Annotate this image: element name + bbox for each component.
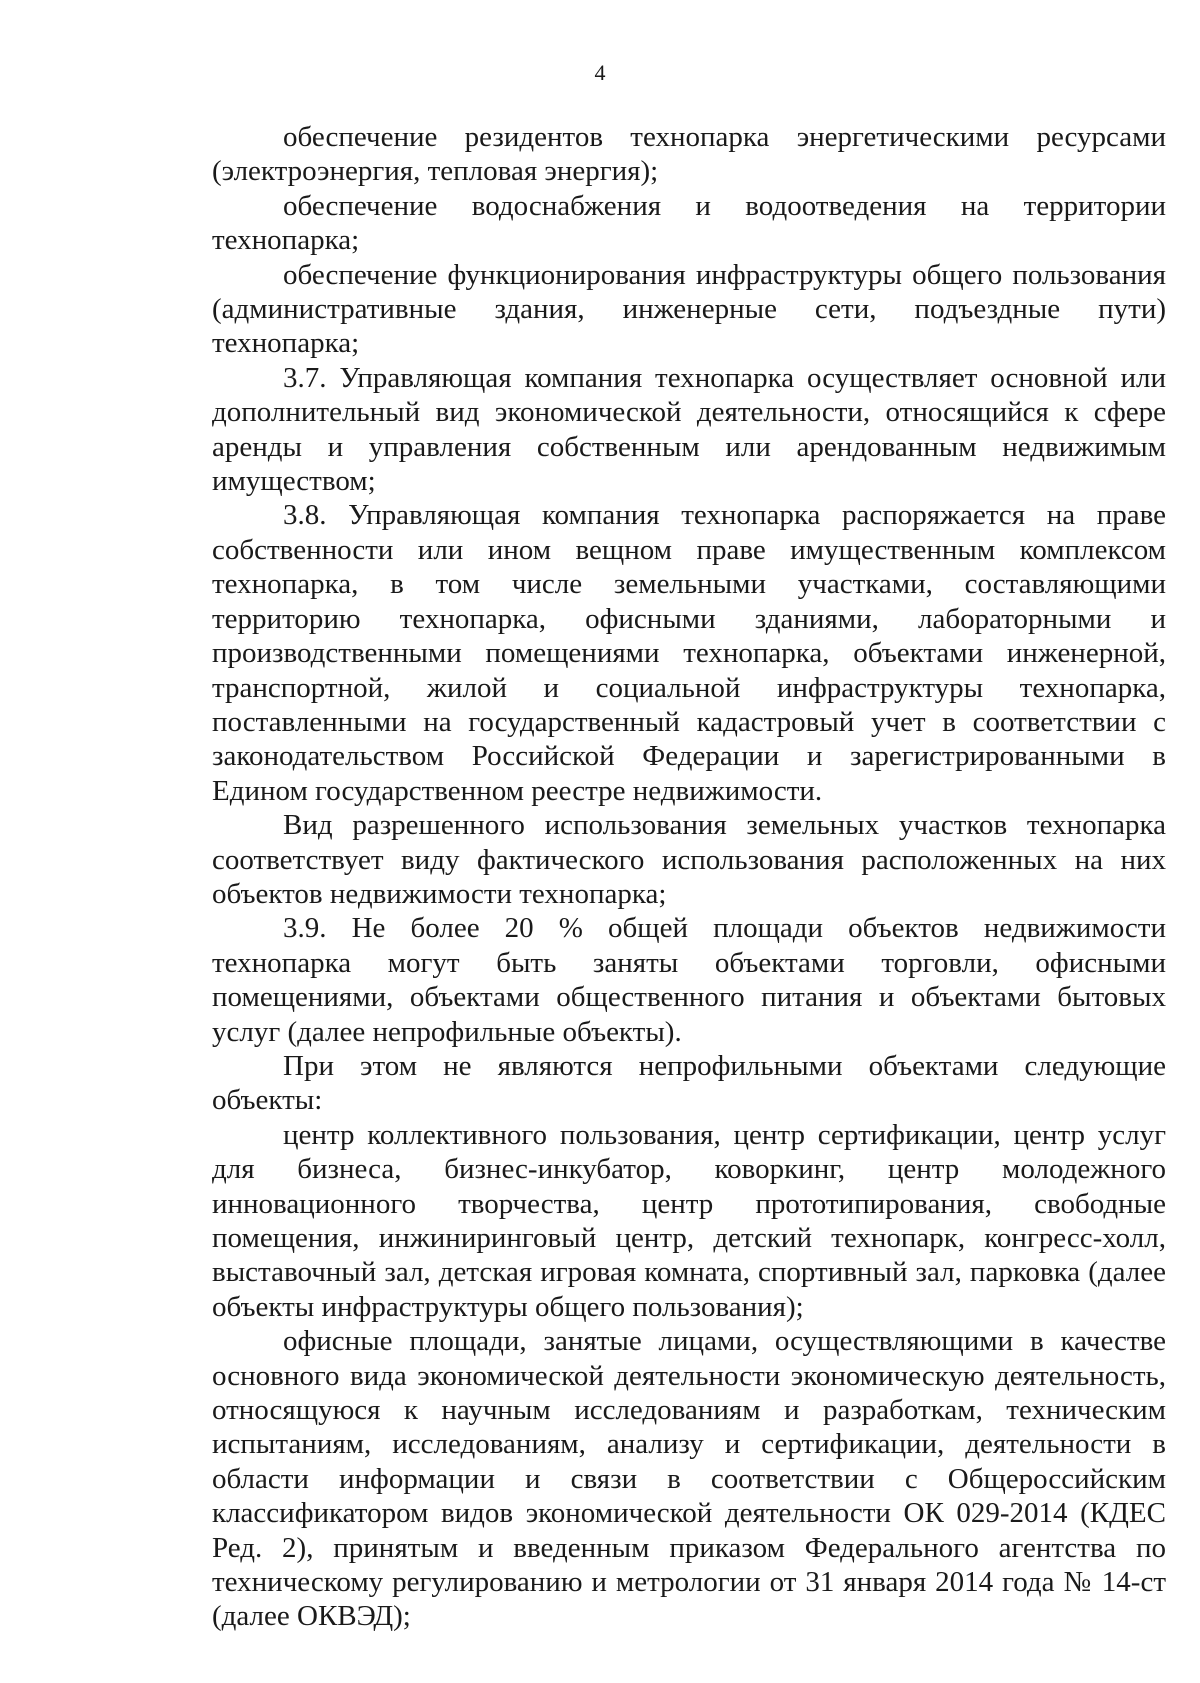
paragraph-energy-supply: обеспечение резидентов технопарка энергетическими ресурсами (электроэнергия, тепловая энергия);: [212, 121, 1166, 188]
page-number: 4: [594, 60, 606, 85]
paragraph-water-supply: обеспечение водоснабжения и водоотведения на территории технопарка;: [212, 189, 1166, 257]
paragraph-land-use: Вид разрешенного использования земельных участков технопарка соответствует виду фактического использования расположенных на них объектов недвижимости технопарка;: [212, 809, 1166, 910]
document-body: [212, 120, 1166, 1634]
paragraph-3-7: 3.7. Управляющая компания технопарка осуществляет основной или дополнительный вид экономической деятельности, относящийся к сфере аренды и управления собственным или арендованным недвижимым имуществом;: [212, 361, 1166, 498]
paragraph-exceptions-intro: При этом не являются непрофильными объектами следующие объекты:: [212, 1049, 1166, 1117]
paragraph-3-8: 3.8. Управляющая компания технопарка распоряжается на праве собственности или ином вещном праве имущественным комплексом технопарка, в том числе земельными участками, составляющими территорию технопарка, офисными зданиями, лабораторными и производственными помещениями технопарка, объектами инженерной, транспортной, жилой и социальной инфраструктуры технопарка, поставленными на государственный кадастровый учет в соответствии с законодательством Российской Федерации и зарегистрированными в Едином государственном реестре недвижимости.: [212, 499, 1166, 807]
paragraph-3-9: 3.9. Не более 20 % общей площади объектов недвижимости технопарка могут быть заняты объектами торговли, офисными помещениями, объектами общественного питания и объектами бытовых услуг (далее непрофильные объекты).: [212, 912, 1166, 1048]
paragraph-infrastructure: обеспечение функционирования инфраструктуры общего пользования (административные здания, инженерные сети, подъездные пути) технопарка;: [212, 258, 1166, 360]
paragraph-office-space: офисные площади, занятые лицами, осуществляющими в качестве основного вида экономической деятельности экономическую деятельность, относящуюся к научным исследованиям и разработкам, техническим испытаниям, исследованиям, анализу и сертификации, деятельности в области информации и связи в соответствии с Общероссийским классификатором видов экономической деятельности ОК 029-2014 (КДЕС Ред. 2), принятым и введенным приказом Федерального агентства по техническому регулированию и метрологии от 31 января 2014 года № 14-ст (далее ОКВЭД);: [212, 1325, 1166, 1633]
paragraph-shared-infrastructure: центр коллективного пользования, центр сертификации, центр услуг для бизнеса, бизнес-инкубатор, коворкинг, центр молодежного инновационного творчества, центр прототипирования, свободные помещения, инжиниринговый центр, детский технопарк, конгресс-холл, выставочный зал, детская игровая комната, спортивный зал, парковка (далее объекты инфраструктуры общего пользования);: [212, 1118, 1166, 1323]
